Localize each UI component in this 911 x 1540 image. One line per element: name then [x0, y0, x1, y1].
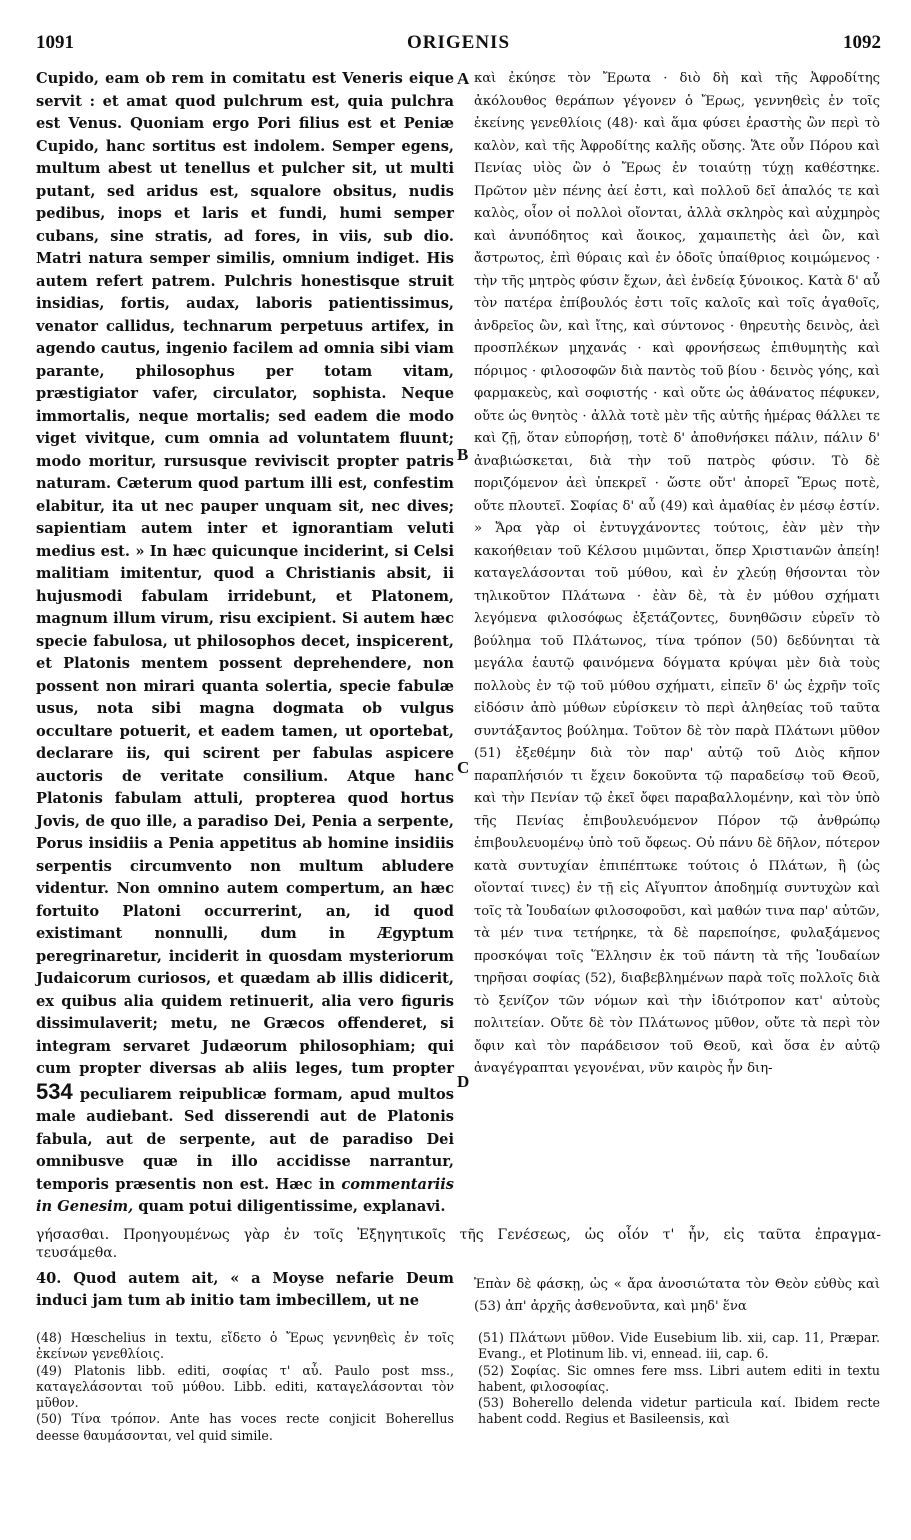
running-header	[36, 32, 881, 54]
latin-column	[36, 68, 454, 1219]
margin-marker-d: D	[457, 1072, 470, 1091]
full-width-line: γήσασθαι. Προηγουμένως γὰρ ἐν τοῖς Ἐξηγητικοῖς τῆς Γενέσεως, ὡς οἷόν τ' ἦν, εἰς ταῦτα ἐπραγμα-	[36, 1227, 881, 1243]
margin-marker-a: A	[457, 69, 470, 88]
greek-column	[474, 68, 880, 1081]
footnote-51: (51) Πλάτωνι μῦθον. Vide Eusebium lib. xii, cap. 11, Præpar. Evang., et Plotinum lib. vi, ennead. iii, cap. 6.	[478, 1330, 880, 1362]
footnotes-left	[36, 1330, 454, 1444]
section-40-greek: Ἐπὰν δὲ φάσκῃ, ὡς « ἄρα ἀνοσιώτατα τὸν Θεὸν εὐθὺς καὶ (53) ἀπ' ἀρχῆς ἀσθενοῦντα, καὶ μηδ' ἕνα	[474, 1277, 880, 1314]
greek-text: καὶ ἐκύησε τὸν Ἔρωτα · διὸ δὴ καὶ τῆς Ἀφροδίτης ἀκόλουθος θεράπων γέγονεν ὁ Ἔρως, γεννηθεὶς ἐν τοῖς ἐκείνης γενεθλίοις (48)· καὶ ἅμα φύσει ἐραστὴς ὢν περὶ τὸ καλὸν, καὶ τῆς Ἀφροδίτης καλῆς οὔσης. Ἅτε οὖν Πόρου καὶ Πενίας υἱὸς ὢν ὁ Ἔρως ἐν τοιαύτῃ τύχῃ καθέστηκε. Πρῶτον μὲν πένης ἀεί ἐστι, καὶ πολλοῦ δεῖ ἁπαλός τε καὶ καλὸς, οἷον οἱ πολλοὶ οἴονται, ἀλλὰ σκληρὸς καὶ αὐχμηρὸς καὶ ἀνυπόδητος καὶ ἄοικος, χαμαιπετὴς ἀεὶ ὢν, καὶ ἄστρωτος, ἐπὶ θύραις καὶ ἐν ὁδοῖς ὑπαίθριος κοιμώμενος · τὴν τῆς μητρὸς φύσιν ἔχων, ἀεὶ ἐνδείᾳ ξύνοικος. Κατὰ δ' αὖ τὸν πατέρα ἐπίβουλός ἐστι τοῖς καλοῖς καὶ τοῖς ἀγαθοῖς, ἀνδρεῖος ὢν, καὶ ἴτης, καὶ σύντονος · θηρευτὴς δεινὸς, ἀεὶ προσπλέκων μηχανάς · καὶ φρονήσεως ἐπιθυμητὴς καὶ πόριμος · φιλοσοφῶν διὰ παντὸς τοῦ βίου · δεινὸς γόης, καὶ φαρμακεὺς, καὶ σοφιστής · καὶ οὔτε ὡς ἀθάνατος πέφυκεν, οὔτε ὡς θνητὸς · ἀλλὰ τοτὲ μὲν τῆς αὐτῆς ἡμέρας θάλλει τε καὶ ζῇ, ὅταν εὐπορήσῃ, τοτὲ δ' ἀποθνήσκει πάλιν, πάλιν δ' ἀναβιώσκεται, διὰ τὴν τοῦ πατρὸς φύσιν. Τὸ δὲ ποριζόμενον ἀεὶ ὑπεκρεῖ · ὥστε οὔτ' ἀπορεῖ Ἔρως ποτὲ, οὔτε πλουτεῖ. Σοφίας δ' αὖ (49) καὶ ἀμαθίας ἐν μέσῳ ἐστίν. » Ἄρα γὰρ οἱ ἐντυγχάνοντες τούτοις, ἐὰν μὲν τὴν κακοήθειαν τοῦ Κέλσου μιμῶνται, ὅπερ Χριστιανῶν ἀπείη! καταγελάσονται τοῦ μύθου, καὶ ἐν χλεύῃ θήσονται τὸν τηλικοῦτον Πλάτωνα · ἐὰν δὲ, τὰ ἐν μύθου σχήματι λεγόμενα φιλοσόφως ἐξετάζοντες, δυνηθῶσιν εὑρεῖν τὸ βούλημα τοῦ Πλάτωνος, τίνα τρόπον (50) δεδύνηται τὰ μεγάλα ἑαυτῷ φαινόμενα δόγματα κρύψαι μὲν διὰ τοὺς πολλοὺς ἐν τῷ τοῦ μύθου σχήματι, εἰπεῖν δ' ὡς ἐχρῆν τοῖς εἰδόσιν ἀπὸ μύθων εὑρίσκειν τὸ περὶ ἀληθείας τοῦ ταῦτα συντάξαντος βούλημα. Τοῦτον δὲ τὸν παρὰ Πλάτωνι μῦθον (51) ἐξεθέμην διὰ τὸν παρ' αὐτῷ τοῦ Διὸς κῆπον παραπλήσιόν τι ἔχειν δοκοῦντα τῷ παραδείσῳ τοῦ Θεοῦ, καὶ τὴν Πενίαν τῷ ἐκεῖ ὄφει παραβαλλομένην, καὶ τὸν ὑπὸ τῆς Πενίας ἐπιβουλευόμενον Πόρον τῷ ἀνθρώπῳ ἐπιβουλευομένῳ ὑπὸ τοῦ ὄφεως. Οὐ πάνυ δὲ δῆλον, πότερον κατὰ συντυχίαν ἐπιπέπτωκε τούτοις ὁ Πλάτων, ἢ (ὡς οἴονταί τινες) ἐν τῇ εἰς Αἴγυπτον ἀποδημίᾳ συντυχὼν καὶ τοῖς τὰ Ἰουδαίων φιλοσοφοῦσι, καὶ μαθών τινα παρ' αὐτῶν, τὰ μέν τινα τετήρηκε, τὰ δὲ παρεποίησε, φυλαξάμενος προσκόψαι τοῖς Ἕλλησιν ἐκ τοῦ πάντη τὰ τῆς Ἰουδαίων τηρῆσαι σοφίας (52), διαβεβλημένων παρὰ τοῖς πολλοῖς διὰ τὸ ξενίζον τῶν νόμων καὶ τὴν ἰδιότροπον κατ' αὐτοὺς πολιτείαν. Οὔτε δὲ τὸν Πλάτωνος μῦθον, οὔτε τὰ περὶ τὸν ὄφιν καὶ τὸν παράδεισον τοῦ Θεοῦ, καὶ ὅσα ἐν αὐτῷ ἀναγέγραπται γεγονέναι, νῦν καιρὸς ἦν διη-	[474, 71, 880, 1076]
right-page-number: 1092	[843, 32, 881, 53]
footnotes-right	[478, 1330, 880, 1428]
footnote-48: (48) Hœschelius in textu, εἴδετο ὁ Ἔρως γεννηθεὶς ἐν τοῖς ἐκείνων γενεθλίοις.	[36, 1330, 454, 1362]
margin-marker-b: B	[457, 445, 469, 464]
inline-page-number: 534	[36, 1078, 73, 1104]
running-title: ORIGENIS	[406, 32, 511, 53]
footnote-52: (52) Σοφίας. Sic omnes fere mss. Libri autem editi in textu habent, φιλοσοφίας.	[478, 1362, 880, 1394]
section-40-latin: 40. Quod autem ait, « a Moyse nefarie Deum induci jam tum ab initio tam imbecillem, ut ne	[36, 1270, 454, 1309]
margin-marker-c: C	[457, 758, 470, 777]
footnote-49: (49) Platonis libb. editi, σοφίας τ' αὖ. Paulo post mss., καταγελάσονται τοῦ μύθου. Libb. editi, καταγελάσονται τὸν μῦθον.	[36, 1362, 454, 1411]
left-page-number: 1091	[36, 32, 74, 53]
full-width-line-end: τευσάμεθα.	[36, 1245, 118, 1261]
footnote-53: (53) Boherello delenda videtur particula καί. Ibidem recte habent codd. Regius et Basileensis, καὶ	[478, 1395, 880, 1427]
footnote-50: (50) Τίνα τρόπον. Ante has voces recte conjicit Boherellus deesse θαυμάσονται, vel quid simile.	[36, 1411, 454, 1443]
latin-text: Cupido, eam ob rem in comitatu est Veneris eique servit : et amat quod pulchrum est, quia pulchra est Venus. Quoniam ergo Pori filius est et Peniæ Cupido, hanc sortitus est indolem. Semper egens, multum abest ut tenellus et pulcher sit, ut multi putant, sed aridus est, squalore obsitus, nudis pedibus, inops et laris et fundi, humi semper cubans, sine stratis, ad fores, in viis, sub dio. Matri natura semper similis, omnium indiget. His autem refert patrem. Pulchris honestisque struit insidias, fortis, audax, laboris patientissimus, venator callidus, technarum perpetuus artifex, in agendo cautus, ingenio facilem ad omnia sibi viam parante, philosophus per totam vitam, præstigiator vafer, circulator, sophista. Neque immortalis, neque mortalis; sed eadem die modo viget vivitque, cum omnia ad voluntatem fluunt; modo moritur, rursusque reviviscit propter patris naturam. Cæterum quod partum illi est, confestim elabitur, ita ut nec pauper unquam sit, nec dives; sapientiam autem inter et ignorantiam veluti medius est. » In hæc quicunque inciderint, si Celsi malitiam imitentur, quod a Christianis absit, ii hujusmodi fabulam irridebunt, et Platonem, magnum illum virum, risu excipient. Si autem hæc specie fabulosa, ut philosophos decet, inspicerent, et Platonis mentem possent deprehendere, non possent non mirari quanta solertia, specie fabulæ usus, nota sibi magna dogmata ob vulgus occultare potuerit, et eadem tamen, ut oportebat, declarare iis, qui scirent per fabulas aspicere auctoris de veritate consilium. Atque hanc Platonis fabulam attuli, propterea quod hortus Jovis, de quo ille, a paradiso Dei, Penia a serpente, Porus insidiis a Penia appetitus ab homine insidiis serpentis circumvento non multum abludere videntur. Non omnino autem compertum, an hæc fortuito Platoni occurrerint, an, id quod existimant nonnulli, dum in Ægyptum peregrinaretur, inciderit in quosdam mysteriorum Judaicorum curiosos, et quædam ab illis didicerit, ex quibus alia quidem retinuerit, alia vero figuris dissimulaverit; metu, ne Græcos offenderet, si integram servaret Judæorum philosophiam; qui cum propter diversas ab aliis leges, tum propter 534 peculiarem reipublicæ formam, apud multos male audiebant. Sed disserendi aut de Platonis fabula, aut de serpente, aut de paradiso Dei omnibusve quæ in illo accidisse narrantur, temporis præsentis non est. Hæc in commentariis in Genesim, quam potui diligentissime, explanavi.	[36, 70, 454, 1215]
